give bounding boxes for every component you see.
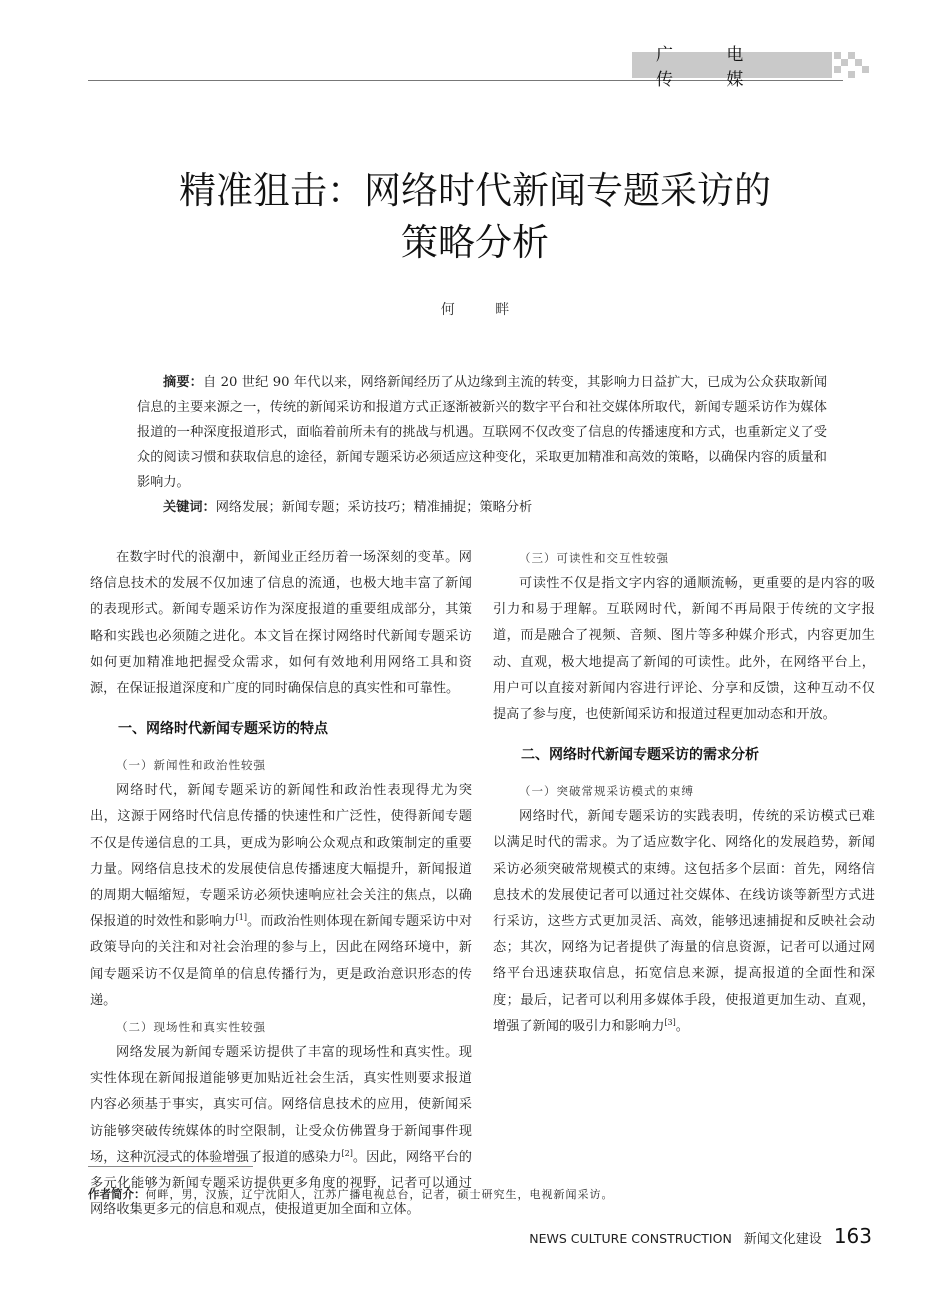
subsection-2-1-heading: （一）突破常规采访模式的束缚 [519,784,694,799]
abstract-block [137,370,827,520]
author-footnote [88,1186,868,1202]
subsection-1-2-text-b: 。因此，网络平台的多元化能够为新闻专题采访提供更多角度的视野，记者可以通过网络收集更多元的信息和观点，使报道更加全面和立体。 [90,1149,472,1218]
author-name: 何 畔 [440,302,528,318]
header-pixel-decoration [862,66,869,73]
citation-3: [3] [664,1017,676,1027]
header-pixel-decoration [848,71,855,78]
page-number: 163 [833,1224,872,1248]
footnote-rule [88,1166,253,1167]
header-pixel-decoration [834,66,841,73]
right-column [493,545,875,1040]
section-1-heading: 一、网络时代新闻专题采访的特点 [118,721,328,738]
keywords-text: 网络发展；新闻专题；采访技巧；精准捕捉；策略分析 [215,500,533,515]
subsection-1-1-text-a: 网络时代，新闻专题采访的新闻性和政治性表现得尤为突出，这源于网络时代信息传播的快速性和广泛性，使得新闻专题不仅是传递信息的工具，更成为影响公众观点和政策制定的重要力量。网络信息技术的发展使信息传播速度大幅提升，新闻报道的周期大幅缩短，专题采访必须快速响应社会关注的焦点，以确保报道的时效性和影响力 [90,783,472,930]
subsection-1-2-text-a: 网络发展为新闻专题采访提供了丰富的现场性和真实性。现实性体现在新闻报道能够更加贴近社会生活，真实性则要求报道内容必须基于事实，真实可信。网络信息技术的应用，使新闻采访能够突破传统媒体的时空限制，让受众仿佛置身于新闻事件现场，这种沉浸式的体验增强了报道的感染力 [90,1045,472,1165]
section-2-heading: 二、网络时代新闻专题采访的需求分析 [521,747,759,764]
subsection-1-1-heading: （一）新闻性和政治性较强 [116,758,266,773]
left-column [90,545,472,1223]
header-pixel-decoration [848,52,855,59]
subsection-1-3-heading: （三）可读性和交互性较强 [519,551,669,565]
subsection-2-1-text-b: 。 [675,1018,689,1034]
journal-name-cn: 新闻文化建设 [743,1232,822,1247]
abstract-text: 自 20 世纪 90 年代以来，网络新闻经历了从边缘到主流的转变，其影响力日益扩大，已成为公众获取新闻信息的主要来源之一，传统的新闻采访和报道方式正逐渐被新兴的数字平台和社交媒体所取代，新闻专题采访作为媒体报道的一种深度报道形式，面临着前所未有的挑战与机遇。互联网不仅改变了信息的传播速度和方式，也重新定义了受众的阅读习惯和获取信息的途径，新闻专题采访必须适应这种变化，采取更加精准和高效的策略，以确保内容的质量和影响力。 [137,375,828,490]
abstract-label: 摘要： [163,375,203,390]
subsection-1-3-paragraph: 可读性不仅是指文字内容的通顺流畅，更重要的是内容的吸引力和易于理解。互联网时代，新闻不再局限于传统的文字报道，而是融合了视频、音频、图片等多种媒介形式，内容更加生动、直观，极大地提高了新闻的可读性。此外，在网络平台上，用户可以直接对新闻内容进行评论、分享和反馈，这种互动不仅提高了参与度，也使新闻采访和报道过程更加动态和开放。 [493,576,875,723]
footnote-text: 何畔，男，汉族，辽宁沈阳人，江苏广播电视总台，记者，硕士研究生，电视新闻采访。 [145,1188,614,1201]
section-label: 广 电 传 媒 [656,45,768,90]
keywords-label: 关键词： [163,500,216,515]
header-pixel-decoration [841,59,848,66]
intro-paragraph: 在数字时代的浪潮中，新闻业正经历着一场深刻的变革。网络信息技术的发展不仅加速了信息的流通，也极大地丰富了新闻的表现形式。新闻专题采访作为深度报道的重要组成部分，其策略和实践也必须随之进化。本文旨在探讨网络时代新闻专题采访如何更加精准地把握受众需求，如何有效地利用网络工具和资源，在保证报道深度和广度的同时确保信息的真实性和可靠性。 [90,550,472,697]
article-title [60,165,890,269]
subsection-2-1-paragraph [493,804,875,1040]
citation-1: [1] [235,913,247,923]
section-band [632,45,832,90]
header-pixel-decoration [834,52,841,59]
subsection-2-1-text-a: 网络时代，新闻专题采访的实践表明，传统的采访模式已难以满足时代的需求。为了适应数字化、网络化的发展趋势，新闻采访必须突破常规模式的束缚。这包括多个层面：首先，网络信息技术的发展使记者可以通过社交媒体、在线访谈等新型方式进行采访，这些方式更加灵活、高效，能够迅速捕捉和反映社会动态；其次，网络为记者提供了海量的信息资源，记者可以通过网络平台迅速获取信息，拓宽信息来源，提高报道的全面性和深度；最后，记者可以利用多媒体手段，使报道更加生动、直观，增强了新闻的吸引力和影响力 [493,809,875,1034]
subsection-1-1-text-b: 。而政治性则体现在新闻专题采访中对政策导向的关注和对社会治理的参与上，因此在网络环境中，新闻专题采访不仅是简单的信息传播行为，更是政治意识形态的传递。 [90,914,473,1008]
citation-2: [2] [341,1148,353,1158]
footnote-label: 作者简介： [88,1187,146,1201]
title-line-1: 精准狙击：网络时代新闻专题采访的 [179,169,771,212]
journal-name-en: NEWS CULTURE CONSTRUCTION [529,1231,732,1246]
header-pixel-decoration [855,59,862,66]
subsection-1-2-heading: （二）现场性和真实性较强 [116,1020,266,1035]
title-line-2: 策略分析 [401,221,549,264]
page-footer [529,1224,872,1248]
subsection-1-1-paragraph [90,778,472,1014]
